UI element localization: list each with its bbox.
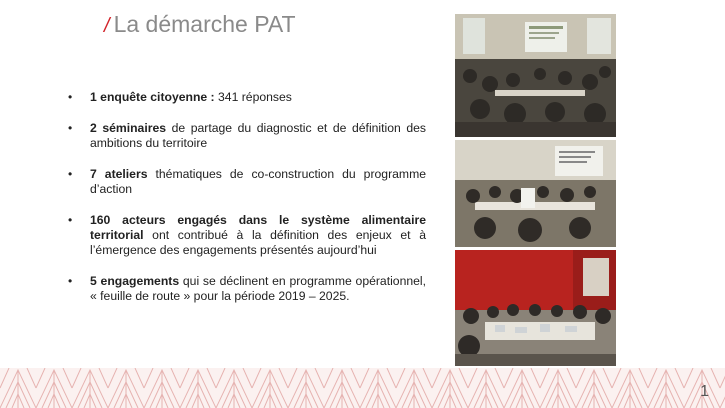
bullet-item: • 5 engagements qui se déclinent en programme opérationnel, « feuille de route » pour la période 2019 – 2025. <box>68 274 427 303</box>
bullet-item: • 160 acteurs engagés dans le système alimentaire territorial ont contribué à la définition des enjeux et à l’émergence des engagements présentés aujourd’hui <box>68 213 426 257</box>
photo-column <box>455 14 616 369</box>
title-slash: / <box>104 15 110 37</box>
title-text: La démarche PAT <box>113 11 296 37</box>
photo-seminar-room <box>455 14 616 137</box>
slide-title <box>104 9 296 39</box>
bullet-list <box>66 90 426 320</box>
decorative-pattern-band <box>0 368 725 408</box>
photo-workshop <box>455 140 616 247</box>
photo-meeting-red-room <box>455 250 616 366</box>
bullet-item: • 1 enquête citoyenne : 341 réponses <box>68 90 292 104</box>
bullet-item: • 7 ateliers thématiques de co-construction du programme d’action <box>68 167 426 196</box>
page-number: 1 <box>700 383 709 400</box>
bullet-item: • 2 séminaires de partage du diagnostic et de définition des ambitions du territoire <box>68 121 426 150</box>
